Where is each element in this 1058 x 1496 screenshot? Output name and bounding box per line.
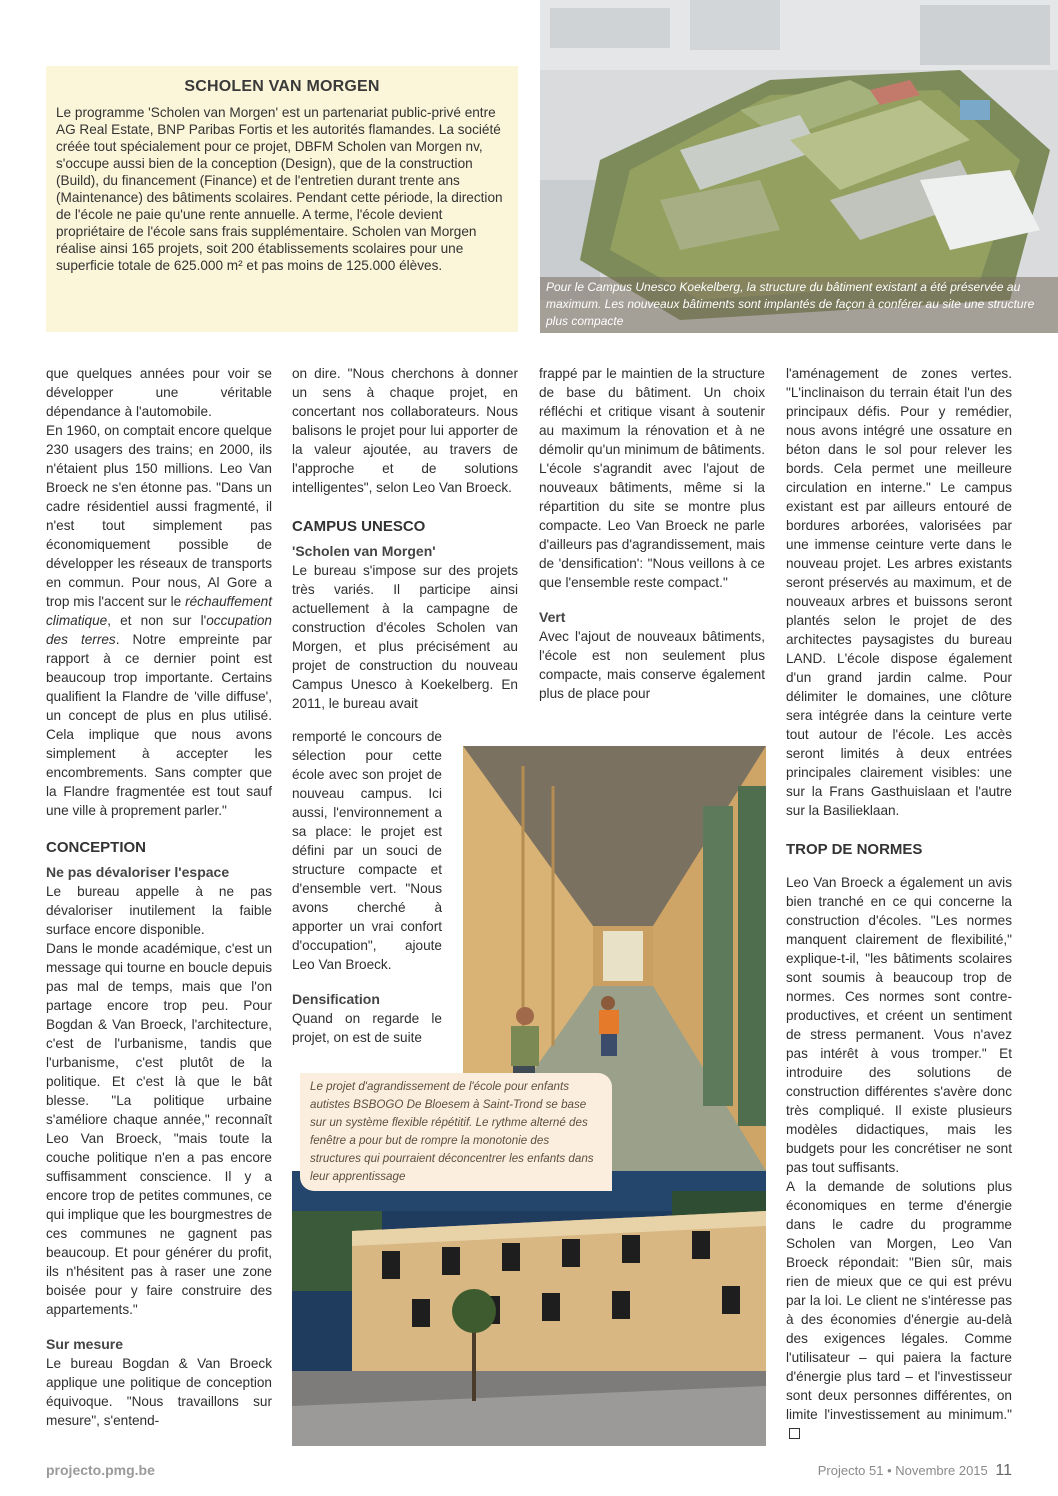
bsbogo-photo-caption [300,1073,612,1191]
footer-site-url[interactable]: projecto.pmg.be [46,1462,155,1478]
text-run: A la demande de solutions plus économiques en terme d'énergie dans le cadre du programme Scholen van Morgen, Leo Van Broeck répondait: "Bien sûr, mais rien de mieux que ce qui est prévu par la loi. Le client ne s'intéresse pas à des économies d'énergie au-delà des exigences légales. Comme l'utilisateur – qui paiera la facture d'énergie plus tard – et l'investisseur sont deux personnes différentes, on limite l'investissement au minimum." [786,1179,1012,1422]
col1-paragraph: Le bureau appelle à ne pas dévaloriser inutilement la faible surface encore disponible. [46,884,272,937]
col1-paragraph [46,421,272,820]
col2-paragraph: on dire. "Nous cherchons à donner un sens à chaque projet, en concertant nos collaborateurs. Nous balisons le projet pour lui apporter de la valeur ajoutée, au travers de l'approche et de solutions intelligentes", selon Leo Van Broeck. [292,366,518,495]
section-heading-campus-unesco: CAMPUS UNESCO [292,518,426,535]
campus-photo-caption [540,277,1058,333]
box-title: SCHOLEN VAN MORGEN [184,78,380,95]
text-run: . Notre empreinte par rapport à ce dernier point est beaucoup trop importante. Certains qualifient la Flandre de 'ville diffuse', un concept de plus en plus utilisé. Cela implique que nous avons simplement à accepter les encombrements. Sans compter que la Flandre fragmentée est tout sauf une ville à proprement parler." [46,632,272,818]
subheading-densification: Densification [292,991,380,1007]
page-number: 11 [995,1462,1012,1479]
col3-paragraph: frappé par le maintien de la structure de base du bâtiment. Un choix réfléchi et critique visant à soutenir au maximum la rénovation et à ne démolir qu'un minimum de bâtiments. L'école s'agrandit avec l'ajout de nouveaux bâtiments, même si la répartition du site se montre plus compacte. Leo Van Broeck ne parle d'ailleurs pas d'agrandissement, mais de 'densification': "Nous veillons à ce que l'ensemble reste compact." [539,366,765,590]
col1-paragraph: Le bureau Bogdan & Van Broeck applique une politique de conception équivoque. "Nous travaillons sur mesure", s'entend- [46,1356,272,1428]
text-run: , et non sur l' [107,613,207,628]
bsbogo-caption-text: Le projet d'agrandissement de l'école pour enfants autistes BSBOGO De Bloesem à Saint-Trond se base sur un système flexible répétitif. Le rythme alterné des fenêtre a pour but de rompre la monotonie des structures qui pourraient déconcentrer les enfants dans leur apprentissage [310,1080,594,1183]
col3-paragraph: Avec l'ajout de nouveaux bâtiments, l'école est non seulement plus compacte, mais conserve également plus de place pour [539,629,765,701]
col4-paragraph: l'aménagement de zones vertes. "L'inclinaison du terrain était l'un des principaux défis. Pour y remédier, nous avons intégré une ossature en béton dans le sol pour relever les bords. Cela permet une meilleure circulation en interne." Le campus existant est par ailleurs entouré de bordures arborées, valorisées par une immense ceinture verte dans le nouveau projet. Les arbres existants seront préservés au maximum, et de nouveaux arbres et buissons seront plantés selon le projet de des architectes paysagistes du bureau LAND. L'école dispose également d'un grand jardin calme. Pour délimiter le domaines, une clôture sera intégrée dans la ceinture verte tout autour de l'école. Les accès seront limités à deux entrées principales clairement visibles: une sur la Frans Gasthuislaan et l'autre sur la Basilieklaan. [786,366,1012,818]
col2-paragraph: Quand on regarde le projet, on est de suite [292,1011,442,1045]
col1-paragraph: Dans le monde académique, c'est un message qui tourne en boucle depuis pas mal de temps, mais que l'on partage encore trop peu. Pour Bogdan & Van Broeck, l'architecture, c'est de l'urbanisme, tandis que l'urbanisme, c'est plutôt de la politique. Et c'est là que le bât blesse. "La politique urbaine s'améliore chaque année," reconnaît Leo Van Broeck, "mais toute la couche politique n'en a pas encore suffisamment conscience. Il y a encore trop de petites communes, ce qui implique que les bourgmestres de ces communes ne gagnent pas beaucoup. Et pour générer du profit, ils n'hésitent pas à raser une zone boisée pour y faire construire des appartements." [46,941,272,1317]
article-column-1 [46,364,272,1430]
school-facade-photo [292,1171,766,1446]
footer-issue-info [818,1462,1012,1480]
section-heading-trop-de-normes: TROP DE NORMES [786,841,923,858]
article-column-2 [292,364,518,713]
col1-paragraph: que quelques années pour voir se développer une véritable dépendance à l'automobile. [46,366,272,419]
subheading-vert: Vert [539,609,566,625]
section-heading-conception: CONCEPTION [46,839,147,856]
col2-paragraph: Le bureau s'impose sur des projets très variés. Il participe ainsi actuellement à la campagne de construction d'écoles Scholen van Morgen, et plus précisément au projet de construction du nouveau Campus Unesco à Koekelberg. En 2011, le bureau avait [292,563,518,711]
col4-paragraph: Leo Van Broeck a également un avis bien tranché en ce qui concerne la construction d'écoles. "Les normes manquent clairement de flexibilité," explique-t-il, "les bâtiments scolaires sont soumis à beaucoup trop de normes. Ces normes sont contre-productives, et créent un sentiment de stress permanent. Vous n'avez pas intérêt à vous tromper." Et introduire des solutions de construction différentes s'avère donc très compliqué. Il existe plusieurs modèles didactiques, mais les budgets pour les concrétiser ne sont pas tout suffisants. [786,875,1012,1175]
footer-issue: Projecto 51 • Novembre 2015 [817,1463,988,1478]
campus-caption-text: Pour le Campus Unesco Koekelberg, la structure du bâtiment existant a été préservée au maximum. Les nouveaux bâtiments sont implantés de façon à conférer au site une structure plus compacte [546,280,1035,328]
article-column-4 [786,364,1012,1443]
subheading-scholen: 'Scholen van Morgen' [292,543,436,559]
subheading-sur-mesure: Sur mesure [46,1336,124,1352]
col2-paragraph: remporté le concours de sélection pour cette école avec son projet de nouveau campus. Ici aussi, l'environnement a sa place: le projet est défini par un souci de structure compacte et d'ensemble vert. "Nous avons cherché à apporter un vrai confort d'occupation", ajoute Leo Van Broeck. [292,729,442,972]
end-of-article-icon [789,1428,800,1439]
box-text: Le programme 'Scholen van Morgen' est un partenariat public-privé entre AG Real Estate, BNP Paribas Fortis et les autorités flamandes. La société créée tout spécialement pour ce projet, DBFM Scholen van Morgen nv, s'occupe aussi bien de la conception (Design), que de la construction (Build), du financement (Finance) et de l'entretien durant trente ans (Maintenance) des bâtiments scolaires. Pendant cette période, la direction de l'école ne paie qu'une rente annuelle. A terme, l'école devient propriétaire de l'école sans frais supplémentaire. Scholen van Morgen réalise ainsi 165 projets, soit 200 établissements scolaires pour une superficie totale de 625.000 m² et pas moins de 125.000 élèves. [56,105,503,273]
subheading-devaloriser: Ne pas dévaloriser l'espace [46,864,230,880]
scholen-van-morgen-box [46,66,518,332]
emphasis-run: occupation des terres [46,613,272,647]
article-column-2-narrow [292,727,442,1047]
text-run: En 1960, on comptait encore quelque 230 usagers des trains; en 2000, ils n'étaient plus 150 millions. Leo Van Broeck ne s'en étonne pas. "Dans un cadre résidentiel aussi fragmenté, il n'est tout simplement pas économiquement possible de développer les réseaux de transports en commun. Pour nous, Al Gore a trop mis l'accent sur le [46,423,272,609]
article-column-3 [539,364,765,703]
col4-paragraph [786,1177,1012,1443]
emphasis-run: réchauffement climatique [46,594,272,628]
